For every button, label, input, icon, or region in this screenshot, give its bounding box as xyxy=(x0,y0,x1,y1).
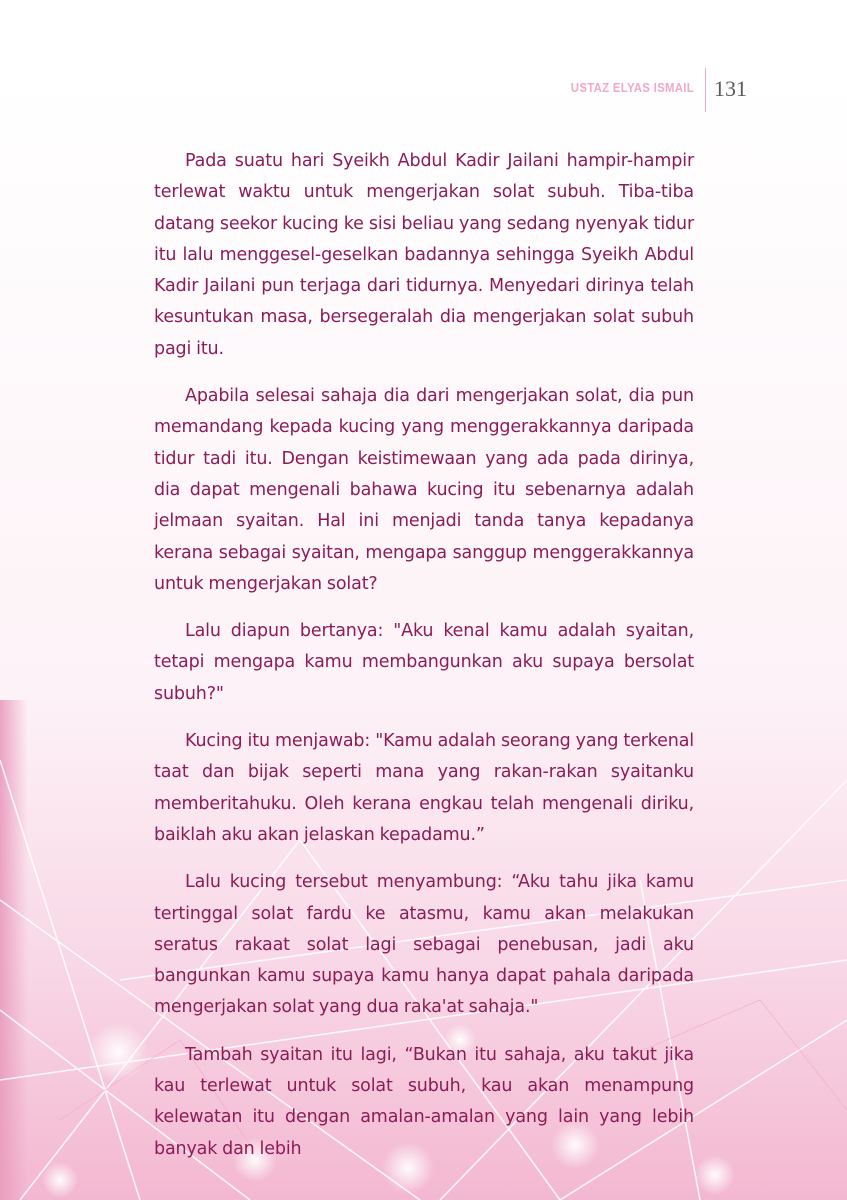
paragraph: Kucing itu menjawab: "Kamu adalah seorang yang terkenal taat dan bijak seperti mana yang rakan-rakan syaitanku memberitahuku. Oleh kerana engkau telah mengenali diriku, baiklah aku akan jelaskan kepadamu.” xyxy=(154,731,694,845)
page-header xyxy=(0,68,847,112)
header-divider xyxy=(705,68,706,112)
paragraph: Tambah syaitan itu lagi, “Bukan itu sahaja, aku takut jika kau terlewat untuk solat subuh, kau akan menampung kelewatan itu dengan amalan-amalan yang lain yang lebih banyak dan lebih xyxy=(154,1044,694,1159)
page-number: 131 xyxy=(714,76,747,101)
body-text xyxy=(154,146,694,1181)
paragraph: Lalu diapun bertanya: "Aku kenal kamu adalah syaitan, tetapi mengapa kamu membangunkan aku supaya bersolat subuh?" xyxy=(154,621,694,704)
paragraph: Apabila selesai sahaja dia dari mengerjakan solat, dia pun memandang kepada kucing yang menggerakkannya daripada tidur tadi itu. Dengan keistimewaan yang ada pada dirinya, dia dapat mengenali bahawa kucing itu sebenarnya adalah jelmaan syaitan. Hal ini menjadi tanda tanya kepadanya kerana sebagai syaitan, mengapa sanggup menggerakkannya untuk mengerjakan solat? xyxy=(154,386,694,594)
paragraph: Pada suatu hari Syeikh Abdul Kadir Jailani hampir-hampir terlewat waktu untuk mengerjakan solat subuh. Tiba-tiba datang seekor kucing ke sisi beliau yang sedang nyenyak tidur itu lalu menggesel-geselkan badannya sehingga Syeikh Abdul Kadir Jailani pun terjaga dari tidurnya. Menyedari dirinya telah kesuntukan masa, bersegeralah dia mengerjakan solat subuh pagi itu. xyxy=(154,151,694,359)
paragraph: Lalu kucing tersebut menyambung: “Aku tahu jika kamu tertinggal solat fardu ke atasmu, kamu akan melakukan seratus rakaat solat lagi sebagai penebusan, jadi aku bangunkan kamu supaya kamu hanya dapat pahala daripada mengerjakan solat yang dua raka'at sahaja." xyxy=(154,872,694,1018)
running-head-author: USTAZ ELYAS ISMAIL xyxy=(570,80,694,95)
